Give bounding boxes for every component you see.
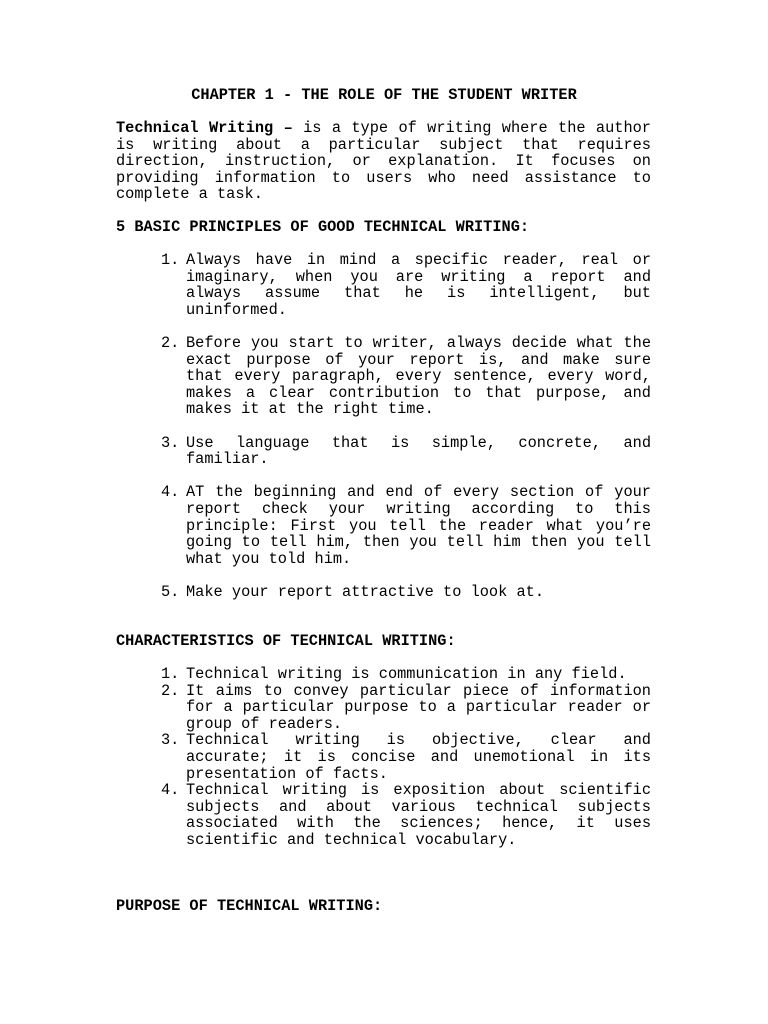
characteristics-list [116,666,651,849]
characteristic-number: 1. [161,665,180,683]
principle-text: AT the beginning and end of every section of your report check your writing according to this principle: First you tell the reader what you’re going to tell him, then you tell him then you tell what you told him. [186,483,651,568]
intro-definition: is a type of writing where the author is writing about a particular subject that requires direction, instruction, or explanation. It focuses on providing information to users who need assistance to complete a task. [116,119,651,204]
principle-item [116,435,651,468]
characteristic-number: 4. [161,781,180,800]
principle-item [116,484,651,567]
characteristic-text: Technical writing is exposition about scientific subjects and about various technical subjects associated with the sciences; hence, it uses scientific and technical vocabulary. [186,781,651,849]
characteristic-item [116,666,651,683]
principle-number: 2. [161,333,180,352]
chapter-title: CHAPTER 1 - THE ROLE OF THE STUDENT WRITER [191,86,577,104]
principles-list [116,252,651,600]
characteristic-text: Technical writing is objective, clear and accurate; it is concise and unemotional in its presentation of facts. [186,731,651,783]
principle-text: Use language that is simple, concrete, and familiar. [186,433,651,469]
characteristic-text: Technical writing is communication in any field. [186,665,627,683]
principle-item [116,335,651,418]
principle-number: 1. [161,251,180,269]
principle-text: Always have in mind a specific reader, real or imaginary, when you are writing a report and always assume that he is intelligent, but uninformed. [186,251,651,319]
intro-term: Technical Writing – [116,119,293,137]
principle-number: 4. [161,483,180,502]
principle-number: 5. [161,582,180,601]
intro-paragraph [116,120,651,203]
principles-heading: 5 BASIC PRINCIPLES OF GOOD TECHNICAL WRITING: [116,218,530,236]
characteristic-item [116,782,651,848]
characteristics-heading: CHARACTERISTICS OF TECHNICAL WRITING: [116,632,456,650]
principle-text: Make your report attractive to look at. [186,582,545,601]
characteristic-number: 3. [161,731,180,750]
characteristic-item [116,683,651,733]
principle-item [116,584,651,601]
principle-item [116,252,651,318]
characteristic-item [116,732,651,782]
principle-text: Before you start to writer, always decide what the exact purpose of your report is, and make sure that every paragraph, every sentence, every word, makes a clear contribution to that purpose, and makes it at the right time. [186,333,651,419]
characteristic-text: It aims to convey particular piece of information for a particular purpose to a particular reader or group of readers. [186,681,651,733]
principle-number: 3. [161,433,180,452]
purpose-heading: PURPOSE OF TECHNICAL WRITING: [116,897,383,915]
characteristic-number: 2. [161,681,180,700]
